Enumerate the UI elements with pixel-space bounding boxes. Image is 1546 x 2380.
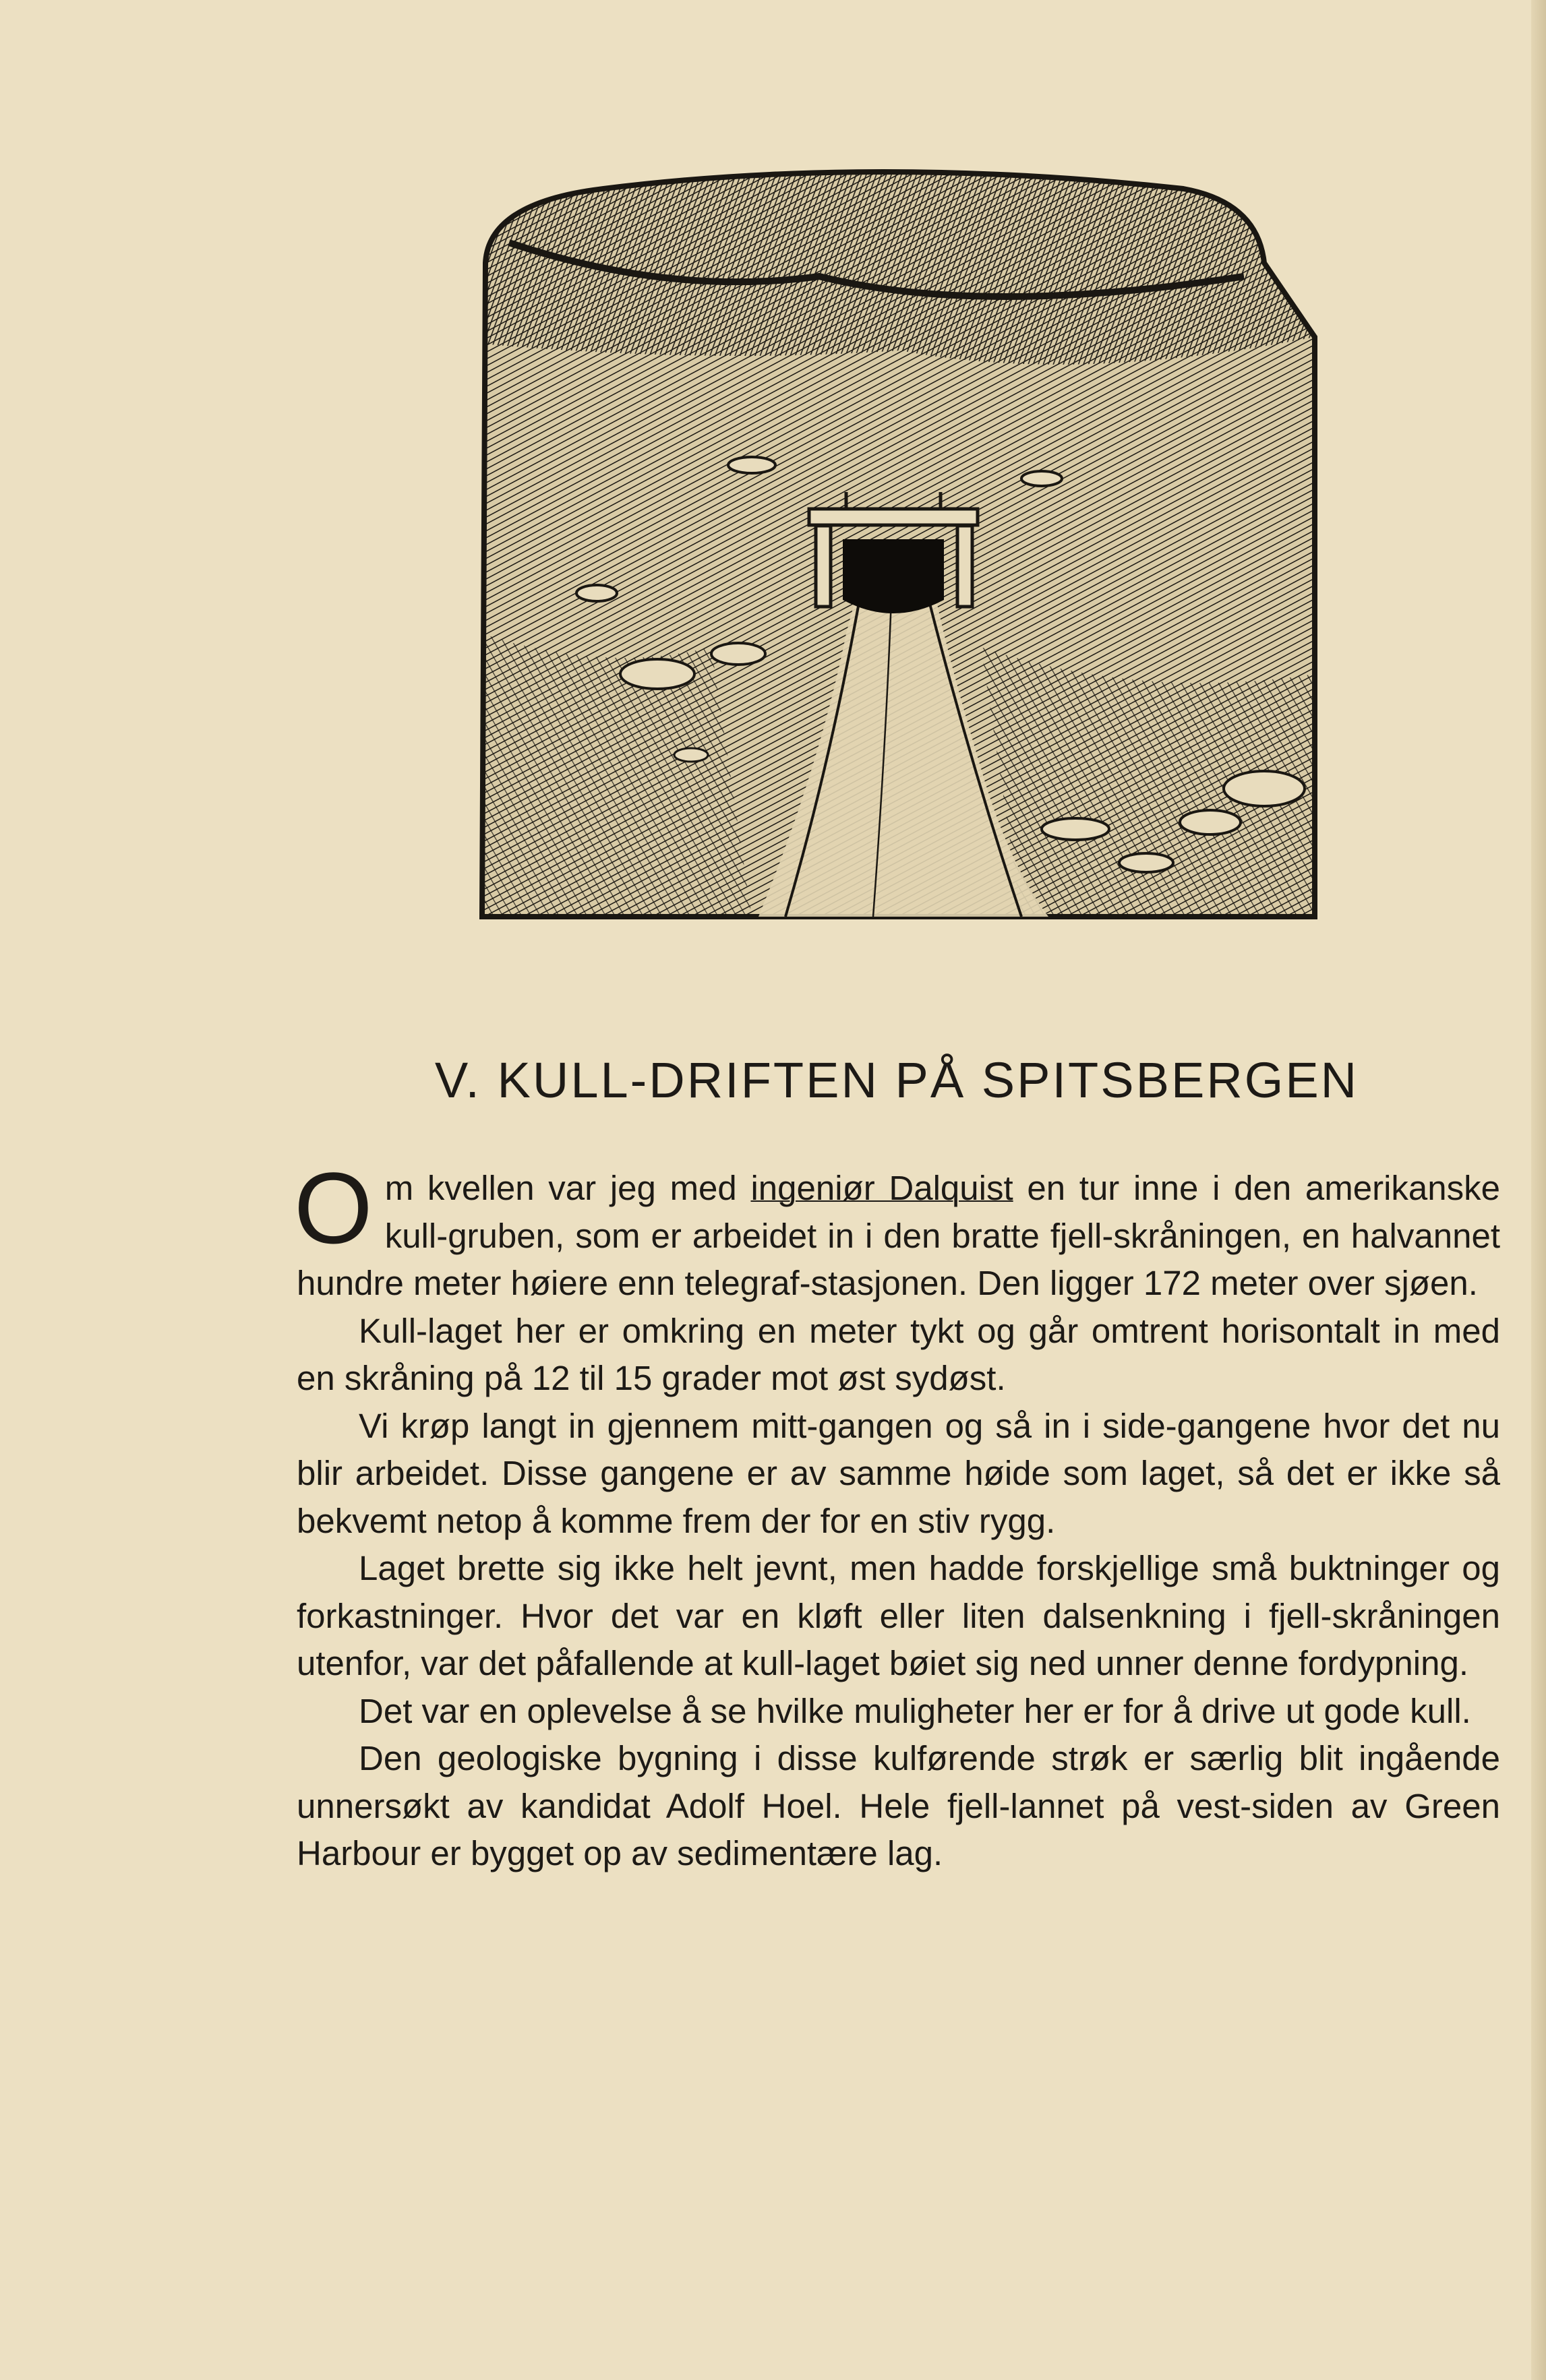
paragraph-2: Kull-laget her er omkring en meter tykt og går omtrent horisontalt in med en skråning på 12 til 15 grader mot øst sydøst. xyxy=(297,1311,1500,1397)
chapter-text xyxy=(294,1151,1500,1878)
page-edge xyxy=(1531,0,1546,2380)
mine-entrance-illustration xyxy=(469,162,1325,927)
underlined-name: ingeniør Dalquist xyxy=(750,1169,1013,1207)
paragraph-4: Laget brette sig ikke helt jevnt, men hadde forskjellige små buktninger og forkastninger. Hvor det var en kløft eller liten dalsenkning i fjell-skråningen utenfor, var det påfallende at kull-laget bøiet sig ned unner denne fordypning. xyxy=(297,1549,1500,1682)
paragraph-6: Den geologiske bygning i disse kulførende strøk er særlig blit ingående unnersøkt av kandidat Adolf Hoel. Hele fjell-lannet på vest-siden av Green Harbour er bygget op av sedimentære lag. xyxy=(297,1739,1500,1872)
paragraph-1-rest: en tur inne i den amerikanske kull-gruben, som er arbeidet in i den bratte fjell-skråningen, en halvannet hundre meter høiere enn telegraf-stasjonen. Den ligger 172 meter over sjøen. xyxy=(297,1169,1500,1302)
paragraph-1 xyxy=(294,1151,1500,1308)
chapter-title: V. KULL-DRIFTEN PÅ SPITSBERGEN xyxy=(434,1052,1359,1108)
paragraph-3: Vi krøp langt in gjennem mitt-gangen og så in i side-gangene hvor det nu blir arbeidet. Disse gangene er av samme høide som laget, så det er ikke så bekvemt netop å komme frem der for en stiv rygg. xyxy=(297,1406,1500,1540)
drop-cap: O xyxy=(294,1151,373,1264)
mine-entrance-engraving-icon xyxy=(469,162,1325,927)
paragraph-5: Det var en oplevelse å se hvilke muligheter her er for å drive ut gode kull. xyxy=(359,1691,1471,1730)
paragraph-1-lead: m kvellen var jeg med xyxy=(384,1169,751,1207)
